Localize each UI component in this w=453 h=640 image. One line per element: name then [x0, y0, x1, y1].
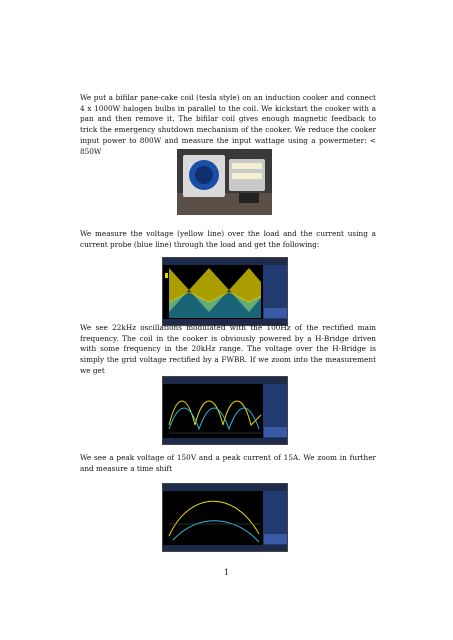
paragraph-peak: We see a peak voltage of 150V and a peak current of 15A. We zoom in further and measure a time shift: [80, 453, 376, 473]
oscilloscope-screenshot-1: [162, 257, 288, 326]
oscilloscope-3-drawing: [163, 484, 288, 552]
scope-bottom-bar: [163, 545, 288, 552]
scope-top-bar: [163, 484, 288, 491]
setup-photo-drawing: [177, 149, 272, 215]
current-trace: [169, 408, 259, 429]
scope-side-button: [264, 308, 288, 318]
oscilloscope-1-drawing: [163, 258, 288, 326]
scope-top-bar: [163, 377, 288, 384]
oscilloscope-screenshot-3: [162, 483, 288, 552]
bulb-row: [232, 163, 262, 169]
oscilloscope-2-drawing: [163, 377, 288, 445]
channel-1-marker: [165, 273, 168, 278]
bulb-row: [232, 173, 262, 179]
powermeter: [239, 193, 259, 203]
scope-top-bar: [163, 258, 288, 265]
setup-photo: [177, 149, 272, 215]
page-number: 1: [223, 568, 230, 577]
scope-bottom-bar: [163, 438, 288, 445]
coil-center: [195, 166, 213, 184]
voltage-trace: [169, 401, 261, 425]
oscilloscope-screenshot-2: [162, 376, 288, 445]
paragraph-analysis: We see 22kHz oscillations modulated with the 100Hz of the rectified main frequency. The coil in the cooker is obviously powered by a H-Bridge driven with some frequency in the 20kHz range. The voltage over the H-Bridge is simply the grid voltage rectified by a FWBR. If we zoom into the measurement we get: [80, 323, 376, 375]
paragraph-measure: We measure the voltage (yellow line) over the load and the current using a current probe (blue line) through the load and get the following:: [80, 229, 376, 249]
scope-side-button: [264, 534, 288, 544]
scope-side-button: [264, 427, 288, 437]
paragraph-intro: We put a bifilar pane-cake coil (tesla style) on an induction cooker and connect 4 x 1000W halogen bulbs in parallel to the coil. We kickstart the cooker with a pan and then remove it. The bifilar coil gives enough magnetic feedback to trick the emergency shutdown mechanism of the cooker. We reduce the cooker input power to 800W and measure the input wattage using a powermeter: < 850W: [80, 93, 376, 156]
